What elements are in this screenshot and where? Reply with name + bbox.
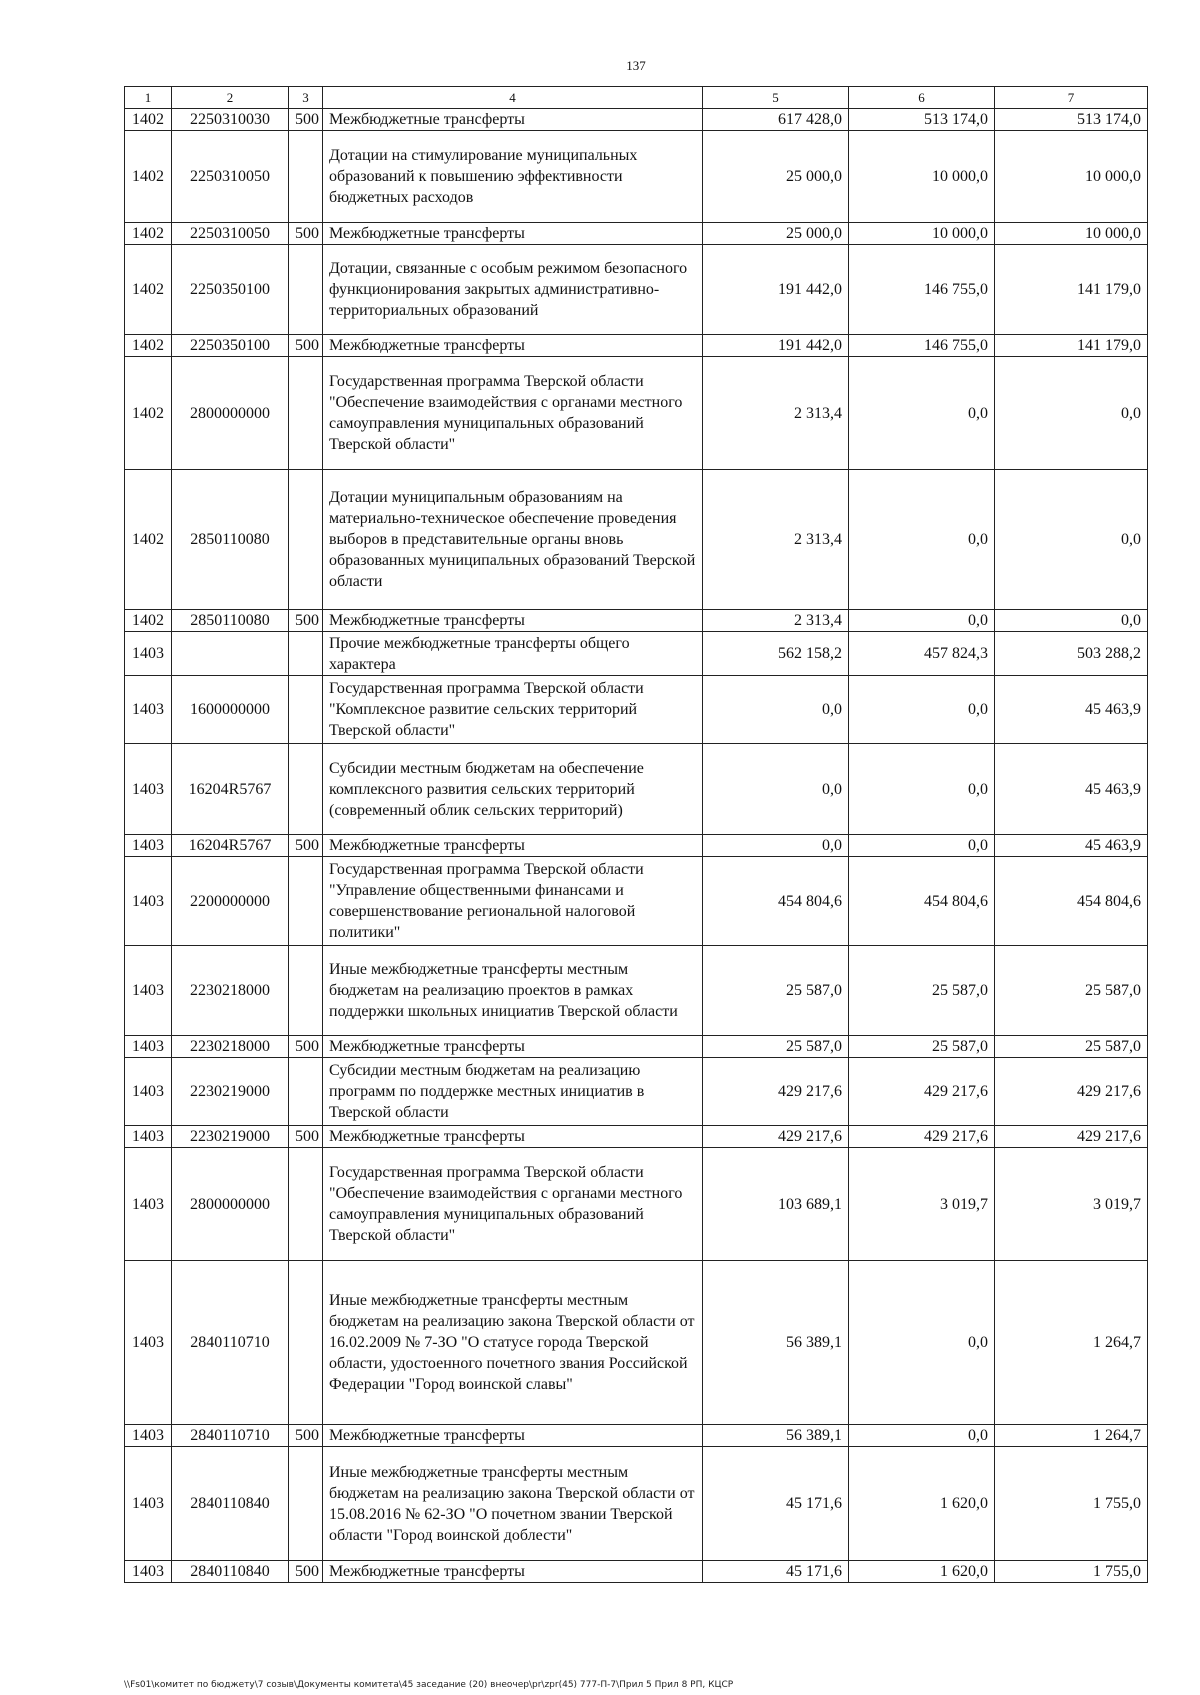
section-code: 1403	[125, 946, 172, 1036]
target-article-code: 2250310030	[172, 109, 289, 131]
item-name: Дотации на стимулирование муниципальных образований к повышению эффективности бюджетных расходов	[323, 131, 703, 223]
item-name: Межбюджетные трансферты	[323, 835, 703, 857]
amount-year-3: 25 587,0	[995, 946, 1148, 1036]
section-code: 1402	[125, 131, 172, 223]
amount-year-3: 10 000,0	[995, 131, 1148, 223]
table-row	[125, 1425, 1148, 1447]
expense-type-code	[289, 470, 323, 610]
amount-year-2: 3 019,7	[849, 1148, 995, 1261]
item-name: Субсидии местным бюджетам на обеспечение комплексного развития сельских территорий (современный облик сельских территорий)	[323, 744, 703, 835]
amount-year-1: 45 171,6	[703, 1561, 849, 1583]
expense-type-code	[289, 632, 323, 676]
target-article-code: 2840110840	[172, 1447, 289, 1561]
item-name: Дотации муниципальным образованиям на материально-техническое обеспечение проведения выборов в представительные органы вновь образованных муниципальных образований Тверской области	[323, 470, 703, 610]
item-name: Межбюджетные трансферты	[323, 109, 703, 131]
item-name: Государственная программа Тверской области "Обеспечение взаимодействия с органами местного самоуправления муниципальных образований Тверской области"	[323, 357, 703, 470]
amount-year-2: 0,0	[849, 835, 995, 857]
section-code: 1403	[125, 1058, 172, 1126]
amount-year-2: 0,0	[849, 1425, 995, 1447]
section-code: 1403	[125, 835, 172, 857]
target-article-code: 2230218000	[172, 1036, 289, 1058]
amount-year-1: 191 442,0	[703, 335, 849, 357]
section-code: 1402	[125, 610, 172, 632]
table-row	[125, 676, 1148, 744]
amount-year-3: 1 755,0	[995, 1447, 1148, 1561]
amount-year-1: 191 442,0	[703, 245, 849, 335]
amount-year-3: 45 463,9	[995, 744, 1148, 835]
amount-year-1: 103 689,1	[703, 1148, 849, 1261]
section-code: 1403	[125, 1425, 172, 1447]
target-article-code: 2250310050	[172, 223, 289, 245]
expense-type-code	[289, 744, 323, 835]
expense-type-code: 500	[289, 835, 323, 857]
amount-year-1: 25 587,0	[703, 1036, 849, 1058]
expense-type-code	[289, 946, 323, 1036]
table-row	[125, 1148, 1148, 1261]
table-row	[125, 835, 1148, 857]
target-article-code: 2230219000	[172, 1058, 289, 1126]
target-article-code: 2250310050	[172, 131, 289, 223]
file-path-footer: \\Fs01\комитет по бюджету\7 созыв\Документы комитета\45 заседание (20) внеочер\pr\zpr(45) 777-П-7\Прил 5 Прил 8 РП, КЦСР	[124, 1680, 734, 1690]
expense-type-code	[289, 1058, 323, 1126]
item-name: Государственная программа Тверской области "Комплексное развитие сельских территорий Тверской области"	[323, 676, 703, 744]
item-name: Иные межбюджетные трансферты местным бюджетам на реализацию закона Тверской области от 15.08.2016 № 62-ЗО "О почетном звании Тверской области "Город воинской доблести"	[323, 1447, 703, 1561]
item-name: Субсидии местным бюджетам на реализацию программ по поддержке местных инициатив в Тверской области	[323, 1058, 703, 1126]
amount-year-1: 0,0	[703, 835, 849, 857]
table-row	[125, 1036, 1148, 1058]
section-code: 1403	[125, 1036, 172, 1058]
amount-year-3: 141 179,0	[995, 335, 1148, 357]
table-row	[125, 223, 1148, 245]
expense-type-code	[289, 245, 323, 335]
item-name: Межбюджетные трансферты	[323, 1561, 703, 1583]
table-row	[125, 470, 1148, 610]
expense-type-code	[289, 1148, 323, 1261]
item-name: Государственная программа Тверской области "Управление общественными финансами и совершенствование региональной налоговой политики"	[323, 857, 703, 946]
header-row	[125, 87, 1148, 109]
amount-year-1: 56 389,1	[703, 1261, 849, 1425]
section-code: 1403	[125, 857, 172, 946]
target-article-code: 2850110080	[172, 470, 289, 610]
section-code: 1402	[125, 109, 172, 131]
budget-table	[124, 86, 1148, 1583]
table-row	[125, 1126, 1148, 1148]
expense-type-code: 500	[289, 1425, 323, 1447]
target-article-code: 2800000000	[172, 1148, 289, 1261]
item-name: Государственная программа Тверской области "Обеспечение взаимодействия с органами местного самоуправления муниципальных образований Тверской области"	[323, 1148, 703, 1261]
expense-type-code: 500	[289, 1561, 323, 1583]
section-code: 1403	[125, 1561, 172, 1583]
amount-year-3: 454 804,6	[995, 857, 1148, 946]
section-code: 1402	[125, 470, 172, 610]
amount-year-3: 25 587,0	[995, 1036, 1148, 1058]
amount-year-3: 1 755,0	[995, 1561, 1148, 1583]
amount-year-2: 0,0	[849, 357, 995, 470]
column-header: 1	[125, 87, 172, 109]
section-code: 1403	[125, 744, 172, 835]
target-article-code: 16204R5767	[172, 835, 289, 857]
target-article-code: 2230219000	[172, 1126, 289, 1148]
table-row	[125, 946, 1148, 1036]
section-code: 1403	[125, 1261, 172, 1425]
target-article-code: 2250350100	[172, 245, 289, 335]
table-row	[125, 131, 1148, 223]
target-article-code: 2840110710	[172, 1261, 289, 1425]
expense-type-code	[289, 1447, 323, 1561]
amount-year-3: 3 019,7	[995, 1148, 1148, 1261]
target-article-code: 2840110710	[172, 1425, 289, 1447]
amount-year-2: 146 755,0	[849, 335, 995, 357]
expense-type-code: 500	[289, 223, 323, 245]
table-row	[125, 1447, 1148, 1561]
table-row	[125, 1561, 1148, 1583]
expense-type-code	[289, 1261, 323, 1425]
expense-type-code	[289, 357, 323, 470]
target-article-code: 2800000000	[172, 357, 289, 470]
table-row	[125, 857, 1148, 946]
column-header: 4	[323, 87, 703, 109]
target-article-code: 2230218000	[172, 946, 289, 1036]
amount-year-3: 1 264,7	[995, 1261, 1148, 1425]
section-code: 1402	[125, 245, 172, 335]
amount-year-1: 429 217,6	[703, 1058, 849, 1126]
table-row	[125, 610, 1148, 632]
amount-year-1: 25 000,0	[703, 131, 849, 223]
amount-year-2: 454 804,6	[849, 857, 995, 946]
amount-year-3: 429 217,6	[995, 1126, 1148, 1148]
item-name: Межбюджетные трансферты	[323, 1126, 703, 1148]
amount-year-3: 141 179,0	[995, 245, 1148, 335]
item-name: Прочие межбюджетные трансферты общего характера	[323, 632, 703, 676]
target-article-code: 2200000000	[172, 857, 289, 946]
table-row	[125, 744, 1148, 835]
amount-year-3: 513 174,0	[995, 109, 1148, 131]
amount-year-1: 56 389,1	[703, 1425, 849, 1447]
item-name: Иные межбюджетные трансферты местным бюджетам на реализацию проектов в рамках поддержки школьных инициатив Тверской области	[323, 946, 703, 1036]
section-code: 1403	[125, 1447, 172, 1561]
amount-year-2: 513 174,0	[849, 109, 995, 131]
section-code: 1402	[125, 335, 172, 357]
amount-year-2: 0,0	[849, 610, 995, 632]
amount-year-3: 1 264,7	[995, 1425, 1148, 1447]
amount-year-1: 454 804,6	[703, 857, 849, 946]
amount-year-2: 429 217,6	[849, 1126, 995, 1148]
expense-type-code	[289, 676, 323, 744]
amount-year-1: 0,0	[703, 676, 849, 744]
amount-year-2: 25 587,0	[849, 1036, 995, 1058]
amount-year-1: 0,0	[703, 744, 849, 835]
amount-year-2: 25 587,0	[849, 946, 995, 1036]
column-header: 7	[995, 87, 1148, 109]
amount-year-1: 2 313,4	[703, 357, 849, 470]
amount-year-2: 0,0	[849, 744, 995, 835]
table-row	[125, 1261, 1148, 1425]
target-article-code: 2840110840	[172, 1561, 289, 1583]
target-article-code: 1600000000	[172, 676, 289, 744]
expense-type-code: 500	[289, 109, 323, 131]
section-code: 1403	[125, 1148, 172, 1261]
amount-year-2: 10 000,0	[849, 131, 995, 223]
section-code: 1403	[125, 676, 172, 744]
amount-year-1: 617 428,0	[703, 109, 849, 131]
section-code: 1403	[125, 632, 172, 676]
section-code: 1402	[125, 223, 172, 245]
amount-year-2: 429 217,6	[849, 1058, 995, 1126]
expense-type-code: 500	[289, 1036, 323, 1058]
amount-year-1: 2 313,4	[703, 470, 849, 610]
amount-year-2: 10 000,0	[849, 223, 995, 245]
page-number: 137	[626, 58, 646, 73]
table-row	[125, 1058, 1148, 1126]
amount-year-3: 10 000,0	[995, 223, 1148, 245]
table-row	[125, 335, 1148, 357]
expense-type-code	[289, 857, 323, 946]
table-body	[125, 109, 1148, 1583]
amount-year-3: 503 288,2	[995, 632, 1148, 676]
column-header: 5	[703, 87, 849, 109]
amount-year-2: 1 620,0	[849, 1447, 995, 1561]
target-article-code: 16204R5767	[172, 744, 289, 835]
amount-year-2: 457 824,3	[849, 632, 995, 676]
table-row	[125, 109, 1148, 131]
amount-year-2: 0,0	[849, 676, 995, 744]
expense-type-code: 500	[289, 1126, 323, 1148]
item-name: Иные межбюджетные трансферты местным бюджетам на реализацию закона Тверской области от 16.02.2009 № 7-ЗО "О статусе города Тверской области, удостоенного почетного звания Российской Федерации "Город воинской славы"	[323, 1261, 703, 1425]
expense-type-code	[289, 131, 323, 223]
amount-year-3: 45 463,9	[995, 835, 1148, 857]
amount-year-2: 0,0	[849, 1261, 995, 1425]
section-code: 1402	[125, 357, 172, 470]
table-row	[125, 632, 1148, 676]
item-name: Межбюджетные трансферты	[323, 223, 703, 245]
amount-year-3: 0,0	[995, 357, 1148, 470]
target-article-code: 2850110080	[172, 610, 289, 632]
target-article-code: 2250350100	[172, 335, 289, 357]
column-header: 3	[289, 87, 323, 109]
item-name: Дотации, связанные с особым режимом безопасного функционирования закрытых административно-территориальных образований	[323, 245, 703, 335]
item-name: Межбюджетные трансферты	[323, 1425, 703, 1447]
amount-year-3: 0,0	[995, 470, 1148, 610]
column-header: 2	[172, 87, 289, 109]
amount-year-1: 429 217,6	[703, 1126, 849, 1148]
target-article-code	[172, 632, 289, 676]
expense-type-code: 500	[289, 610, 323, 632]
amount-year-3: 429 217,6	[995, 1058, 1148, 1126]
amount-year-3: 45 463,9	[995, 676, 1148, 744]
amount-year-2: 0,0	[849, 470, 995, 610]
amount-year-2: 146 755,0	[849, 245, 995, 335]
expense-type-code: 500	[289, 335, 323, 357]
amount-year-3: 0,0	[995, 610, 1148, 632]
amount-year-1: 2 313,4	[703, 610, 849, 632]
item-name: Межбюджетные трансферты	[323, 335, 703, 357]
column-header: 6	[849, 87, 995, 109]
item-name: Межбюджетные трансферты	[323, 610, 703, 632]
amount-year-2: 1 620,0	[849, 1561, 995, 1583]
table-row	[125, 245, 1148, 335]
section-code: 1403	[125, 1126, 172, 1148]
amount-year-1: 45 171,6	[703, 1447, 849, 1561]
table-row	[125, 357, 1148, 470]
amount-year-1: 25 587,0	[703, 946, 849, 1036]
item-name: Межбюджетные трансферты	[323, 1036, 703, 1058]
amount-year-1: 25 000,0	[703, 223, 849, 245]
amount-year-1: 562 158,2	[703, 632, 849, 676]
